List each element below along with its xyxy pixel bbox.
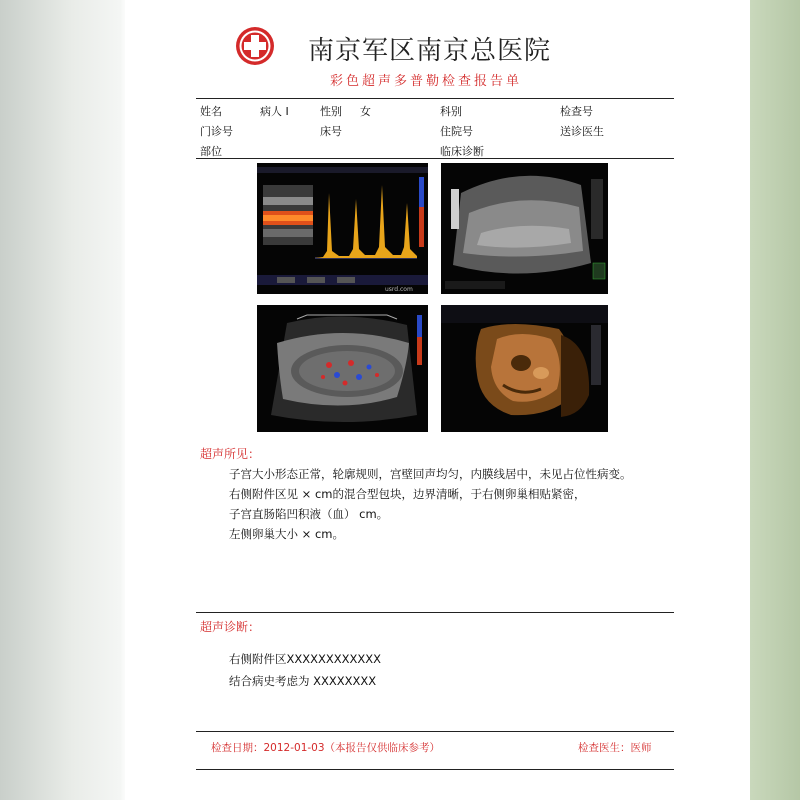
exam-no-label: 检查号 — [560, 105, 593, 118]
name-label: 姓名 — [200, 105, 222, 118]
diagnosis-line: 结合病史考虑为 XXXXXXXX — [229, 674, 377, 688]
dept-label: 科别 — [440, 105, 462, 118]
outpatient-label: 门诊号 — [200, 125, 233, 138]
findings-title: 超声所见： — [200, 447, 261, 461]
diagnosis-line: 右侧附件区XXXXXXXXXXXX — [229, 652, 382, 666]
findings-line: 左侧卵巢大小 × cm。 — [229, 527, 344, 541]
exam-date: 检查日期：2012-01-03（本报告仅供临床参考） — [211, 742, 441, 754]
ultrasound-image-grayscale — [441, 163, 608, 294]
findings-line: 子宫大小形态正常，轮廓规则，宫壁回声均匀，内膜线居中，未见占位性病变。 — [229, 467, 632, 481]
site-label: 部位 — [200, 145, 222, 158]
bed-label: 床号 — [320, 125, 342, 138]
name-value: 病人 I — [260, 105, 289, 118]
report-title: 彩色超声多普勒检查报告单 — [330, 74, 523, 89]
findings-line: 子宫直肠陷凹积液（血） cm。 — [229, 507, 389, 521]
inpatient-label: 住院号 — [440, 125, 473, 138]
gender-value: 女 — [360, 105, 371, 118]
exam-doctor: 检查医生：医师 — [578, 742, 652, 754]
findings-divider — [196, 612, 674, 613]
diagnosis-title: 超声诊断： — [200, 620, 261, 634]
gender-label: 性别 — [320, 105, 342, 118]
clinical-diag-label: 临床诊断 — [440, 145, 484, 158]
red-cross-icon — [235, 26, 275, 66]
ultrasound-image-3d-fetal — [441, 305, 608, 432]
ultrasound-image-color-doppler — [257, 305, 428, 432]
referring-doctor-label: 送诊医生 — [560, 125, 604, 138]
info-divider — [196, 158, 674, 159]
image-caption: usrd.com — [385, 286, 413, 293]
diagnosis-divider — [196, 731, 674, 732]
footer-divider — [196, 769, 674, 770]
header-divider — [196, 98, 674, 99]
ultrasound-image-doppler — [257, 163, 428, 294]
findings-line: 右侧附件区见 × cm的混合型包块，边界清晰，于右侧卵巢相贴紧密， — [229, 487, 586, 501]
hospital-name: 南京军区南京总医院 — [308, 36, 552, 66]
report-paper — [125, 0, 750, 800]
